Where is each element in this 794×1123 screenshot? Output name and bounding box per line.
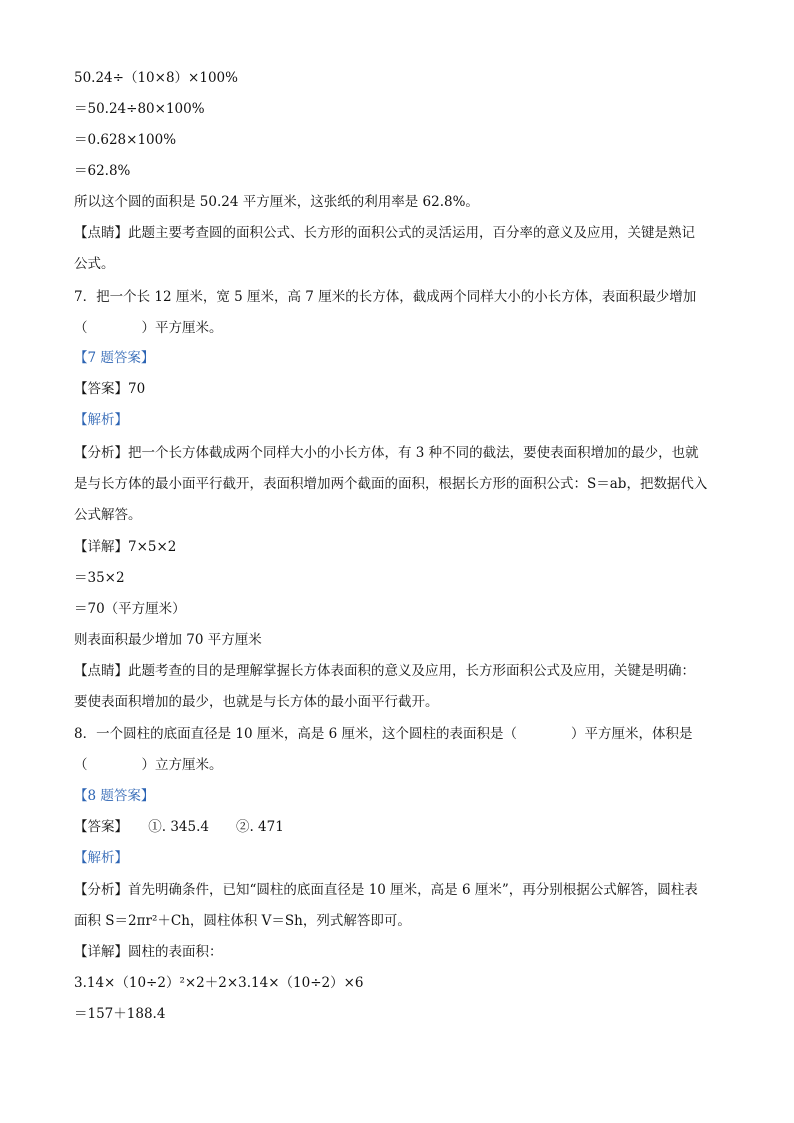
detail-line: ＝35×2 xyxy=(74,570,125,586)
question-7-blank: （ ）平方厘米。 xyxy=(74,320,223,336)
detail-line: 则表面积最少增加 70 平方厘米 xyxy=(74,632,262,648)
detail-line: 【详解】7×5×2 xyxy=(74,539,177,555)
detail-line: ＝157＋188.4 xyxy=(74,1006,166,1022)
analysis-line: 是与长方体的最小面平行截开，表面积增加两个截面的面积，根据长方形的面积公式：S＝ab，把数据代入 xyxy=(74,476,708,492)
calc-line: ＝0.628×100% xyxy=(74,132,177,148)
answer-line: 【答案】70 xyxy=(74,381,146,397)
analysis-header: 【解析】 xyxy=(74,412,128,428)
detail-line: ＝70（平方厘米） xyxy=(74,601,186,617)
conclusion-line: 所以这个圆的面积是 50.24 平方厘米，这张纸的利用率是 62.8%。 xyxy=(74,194,479,210)
analysis-line: 【分析】首先明确条件，已知“圆柱的底面直径是 10 厘米，高是 6 厘米”，再分别根据公式解答，圆柱表 xyxy=(74,882,698,898)
analysis-line: 【分析】把一个长方体截成两个同样大小的小长方体，有 3 种不同的截法，要使表面积增加的最少，也就 xyxy=(74,445,699,461)
comment-line: 【点睛】此题主要考查圆的面积公式、长方形的面积公式的灵活运用，百分率的意义及应用，关键是熟记 xyxy=(74,225,695,241)
question-8-blank: （ ）立方厘米。 xyxy=(74,757,223,773)
answer-line: 【答案】 ①. 345.4 ②. 471 xyxy=(74,819,284,835)
comment-line: 公式。 xyxy=(74,256,115,272)
detail-line: 3.14×（10÷2）²×2＋2×3.14×（10÷2）×6 xyxy=(74,975,364,991)
answer-header-7: 【7 题答案】 xyxy=(74,350,155,366)
comment-line: 【点睛】此题考查的目的是理解掌握长方体表面积的意义及应用，长方形面积公式及应用，关键是明确： xyxy=(74,663,695,679)
calc-line: ＝50.24÷80×100% xyxy=(74,101,205,117)
calc-line: 50.24÷（10×8）×100% xyxy=(74,70,238,86)
analysis-header: 【解析】 xyxy=(74,850,128,866)
question-7: 7．把一个长 12 厘米，宽 5 厘米，高 7 厘米的长方体，截成两个同样大小的小长方体，表面积最少增加 xyxy=(74,289,697,305)
analysis-line: 面积 S＝2πr²＋Ch，圆柱体积 V＝Sh，列式解答即可。 xyxy=(74,913,411,929)
comment-line: 要使表面积增加的最少，也就是与长方体的最小面平行截开。 xyxy=(74,694,439,710)
question-8: 8．一个圆柱的底面直径是 10 厘米，高是 6 厘米，这个圆柱的表面积是（ ）平方厘米，体积是 xyxy=(74,726,693,742)
answer-header-8: 【8 题答案】 xyxy=(74,788,155,804)
calc-line: ＝62.8% xyxy=(74,163,131,179)
detail-line: 【详解】圆柱的表面积： xyxy=(74,944,223,960)
analysis-line: 公式解答。 xyxy=(74,507,142,523)
